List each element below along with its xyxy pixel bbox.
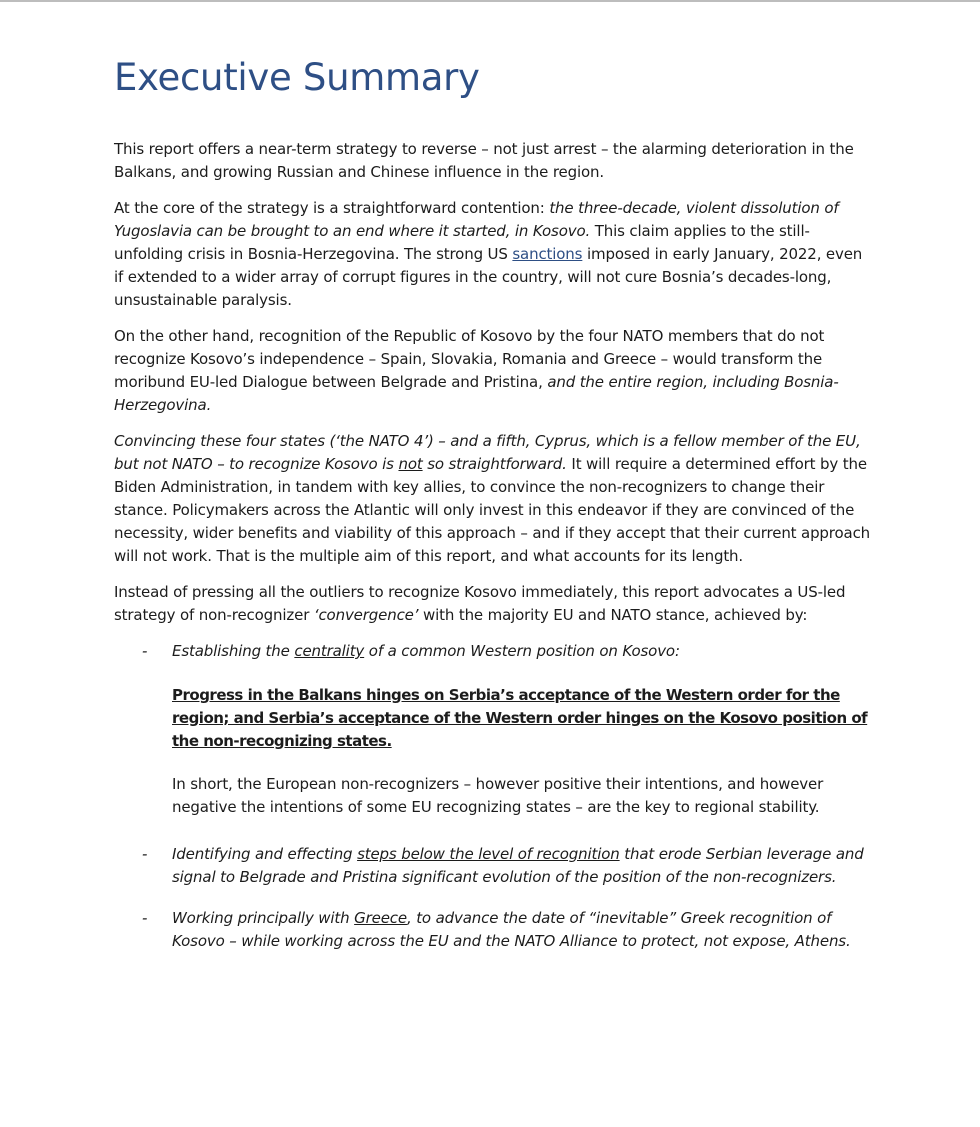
italic-text: the three-decade, violent dissolution of Yugoslavia can be brought to an end where it started, in Kosovo.: [114, 199, 839, 240]
text: , to advance the date of “inevitable” Greek recognition of Kosovo – while working across the EU and the NATO Alliance to protect, not expose, Athens.: [172, 909, 851, 950]
bullet-dash: -: [142, 845, 148, 863]
text: Establishing the: [172, 642, 295, 660]
key-statement: Progress in the Balkans hinges on Serbia’s acceptance of the Western order for the region; and Serbia’s acceptance of the Western order hinges on the Kosovo position of the non-recognizing states.: [172, 686, 868, 750]
page-title: Executive Summary: [114, 56, 480, 99]
text: On the other hand, recognition of the Republic of Kosovo by the four NATO members that do not recognize Kosovo’s independence – Spain, Slovakia, Romania and Greece – would transform the moribund EU-led Dialogue between Belgrade and Pristina,: [114, 327, 825, 391]
text: with the majority EU and NATO stance, achieved by:: [418, 606, 808, 624]
underlined-text: steps below the level of recognition: [357, 845, 620, 863]
text: Working principally with: [172, 909, 355, 927]
document-body: [114, 138, 874, 953]
underlined-text: not: [398, 455, 423, 473]
text: imposed in early January, 2022, even if extended to a wider array of corrupt figures in the country, will not cure Bosnia’s decades-long, unsustainable paralysis.: [114, 245, 863, 309]
paragraph-intro: This report offers a near-term strategy to reverse – not just arrest – the alarming deterioration in the Balkans, and growing Russian and Chinese influence in the region.: [114, 140, 854, 181]
italic-text: and the entire region, including Bosnia-Herzegovina.: [114, 373, 839, 414]
document-page: [114, 56, 874, 971]
underlined-text: Greece: [354, 909, 407, 927]
bullet-dash: -: [142, 909, 148, 927]
text: Instead of pressing all the outliers to recognize Kosovo immediately, this report advocates a US-led strategy of non-recognizer: [114, 583, 846, 624]
text: Identifying and effecting: [172, 845, 358, 863]
text: At the core of the strategy is a straightforward contention:: [114, 199, 550, 217]
italic-text: Convincing these four states (‘the NATO 4’) – and a fifth, Cyprus, which is a fellow member of the EU, but not NATO – to recognize Kosovo is: [114, 432, 861, 473]
paragraph-convincing: [114, 430, 874, 568]
bullet-dash: -: [142, 642, 148, 660]
list-item-steps: [114, 843, 874, 889]
list-item-centrality: [114, 640, 874, 663]
sanctions-link[interactable]: sanctions: [512, 245, 583, 263]
text: that erode Serbian leverage and signal to Belgrade and Pristina significant evolution of the position of the non-recognizers.: [172, 845, 864, 886]
text: of a common Western position on Kosovo:: [364, 642, 680, 660]
text: This claim applies to the still-unfolding crisis in Bosnia-Herzegovina. The strong US: [114, 222, 810, 263]
list-item-greece: [114, 907, 874, 953]
paragraph-core-contention: [114, 197, 874, 312]
paragraph-strategy: [114, 581, 874, 627]
italic-text: so straightforward.: [422, 455, 567, 473]
summary-statement: In short, the European non-recognizers – however positive their intentions, and however negative the intentions of some EU recognizing states – are the key to regional stability.: [172, 775, 824, 816]
paragraph-recognition: [114, 325, 874, 417]
italic-text: ‘convergence’: [313, 606, 419, 624]
top-border: [0, 0, 980, 2]
underlined-text: centrality: [294, 642, 365, 660]
text: It will require a determined effort by the Biden Administration, in tandem with key allies, to convince the non-recognizers to change their stance. Policymakers across the Atlantic will only invest in this endeavor if they are convinced of the necessity, wider benefits and viability of this approach – and if they accept that their current approach will not work. That is the multiple aim of this report, and what accounts for its length.: [114, 455, 871, 565]
